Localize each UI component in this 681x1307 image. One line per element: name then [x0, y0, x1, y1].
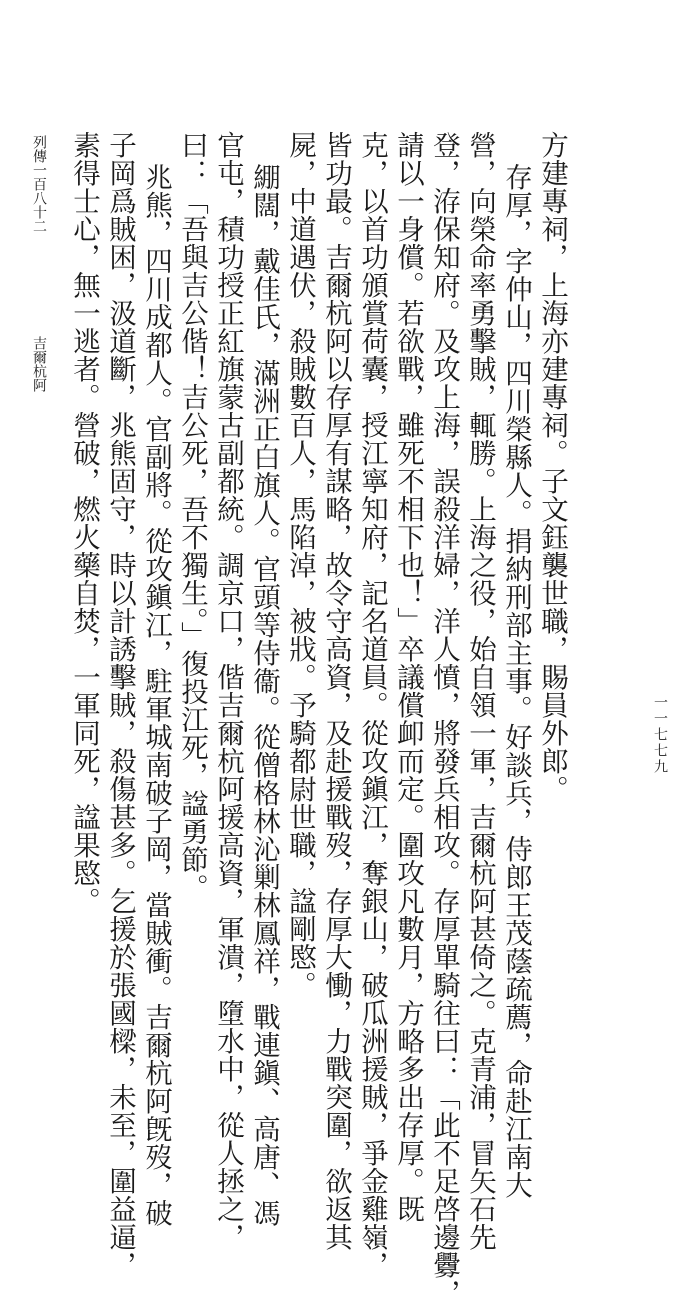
- text-column-2: 存厚，字仲山，四川榮縣人。捐納刑部主事。好談兵，侍郎王茂蔭疏薦，命赴江南大: [500, 163, 532, 1199]
- text-column-13: 子岡爲賊困，汲道斷，兆熊固守，時以計誘擊賊，殺傷甚多。乞援於張國樑，未至，圍益逼，: [104, 131, 136, 1279]
- text-column-3: 營，向榮命率勇擊賊，輒勝。上海之役，始自領一軍，吉爾杭阿甚倚之。克青浦，冒矢石先: [464, 131, 496, 1251]
- page-number: 一一七七九: [652, 695, 668, 775]
- text-column-5: 請以一身償。若欲戰，雖死不相下也！」卒議償卹而定。圍攻凡數月，方略多出存厚。既: [392, 131, 424, 1223]
- text-column-12: 兆熊，四川成都人。官副將。從攻鎭江，駐軍城南破子岡，當賊衝。吉爾杭阿旣歿，破: [140, 163, 172, 1227]
- text-column-10: 官屯，積功授正紅旗蒙古副都統。調京口，偕吉爾杭阿援高資，軍潰，墮水中，從人拯之，: [212, 131, 244, 1251]
- text-column-11: 曰：「吾與吉公偕！吉公死，吾不獨生。」復投江死，諡勇節。: [176, 131, 208, 902]
- text-column-9: 綳闊，戴佳氏，滿洲正白旗人。官頭等侍衞。從僧格林沁剿林鳳祥，戰連鎭、高唐、馮: [248, 163, 280, 1227]
- running-header-chapter: 列傳一百八十二: [31, 135, 47, 233]
- text-column-14: 素得士心，無一逃者。營破，燃火藥自焚，一軍同死，諡果愍。: [68, 131, 100, 915]
- text-column-6: 克，以首功頒賞荷囊，授江寧知府，記名道員。從攻鎭江，奪銀山，破瓜洲援賊，爭金雞嶺，: [356, 131, 388, 1279]
- text-column-1: 方建專祠，上海亦建專祠。子文鈺襲世職，賜員外郎。: [536, 131, 568, 803]
- text-column-4: 登，洊保知府。及攻上海，誤殺洋婦，洋人憤，將發兵相攻。存厚單騎往曰：「此不足啓邊釁，: [428, 131, 460, 1307]
- running-header-section: 吉爾杭阿: [31, 336, 47, 392]
- text-column-8: 屍，中道遇伏，殺賊數百人，馬陷淖，被戕。予騎都尉世職，諡剛愍。: [284, 131, 316, 999]
- text-column-7: 皆功最。吉爾杭阿以存厚有謀略，故令守高資，及赴援戰歿，存厚大慟，力戰突圍，欲返其: [320, 131, 352, 1251]
